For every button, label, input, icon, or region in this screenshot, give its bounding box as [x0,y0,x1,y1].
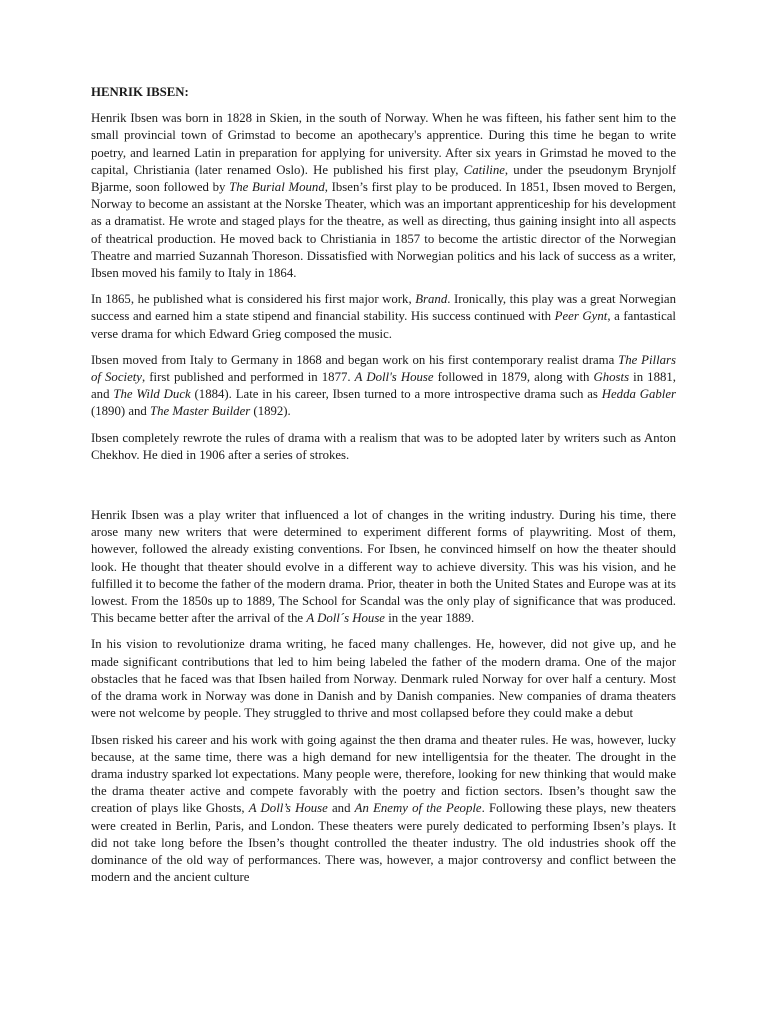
text-run: in 1881, and [91,370,676,402]
text-run: Ibsen moved from Italy to Germany in 1868 and began work on his first contemporary realist drama [91,352,619,367]
text-run: Ibsen risked his career and his work with going against the then drama and theater rules. He was, however, lucky because, at the same time, there was a high demand for new intelligentsia for the theater. The drought in the drama industry sparked lot expectations. Many people were, therefore, looking for new thinking that would make the drama theater active and compete favorably with the poetry and fiction sectors. Ibsen’s thought saw the creation of plays like Ghosts, [91,732,676,816]
play-title-peer-gynt: Peer Gynt [554,309,608,324]
text-run: , a fantastical verse drama for which Edward Grieg composed the music. [91,309,676,341]
play-title-dolls-house: A Doll´s House [306,611,385,626]
text-run: Henrik Ibsen was born in 1828 in Skien, in the south of Norway. When he was fifteen, his father sent him to the small provincial town of Grimstad to become an apothecary's apprentice. During this time he began to write poetry, and learned Latin in preparation for applying for university. After six years in Grimstad he moved to the capital, Christiania (later renamed Oslo). He published his first play, [91,111,676,177]
play-title-hedda-gabler: Hedda Gabler [601,387,676,402]
paragraph-realist-dramas [91,352,676,421]
play-title-wild-duck: The Wild Duck [113,387,191,402]
text-run: (1884). Late in his career, Ibsen turned to a more introspective drama such as [190,387,602,402]
text-run: (1890) and [91,404,150,419]
play-title-master-builder: The Master Builder [150,404,251,419]
play-title-enemy-of-the-people: An Enemy of the People [354,801,482,816]
paragraph-risks [91,732,676,887]
paragraph-brand [91,291,676,343]
play-title-dolls-house: A Doll’s House [248,801,328,816]
text-run: (1892). [250,404,291,419]
text-run: , under the pseudonym Brynjolf Bjarme, soon followed by [91,162,677,195]
play-title-burial-mound: The Burial Mound [229,180,325,195]
play-title-ghosts: Ghosts [593,370,630,385]
play-title-brand: Brand [415,292,448,307]
document-page [91,84,676,895]
text-run: and [327,801,355,816]
text-run: . Ironically, this play was a great Norwegian success and earned him a state stipend and financial stability. His success continued with [91,292,676,324]
section-gap [91,473,676,507]
paragraph-challenges: In his vision to revolutionize drama writing, he faced many challenges. He, however, did not give up, and he made significant contributions that led to him being labeled the father of the modern drama. One of the major obstacles that he faced was that Ibsen hailed from Norway. Denmark ruled Norway for over half a century. Most of the drama work in Norway was done in Danish and by Danish companies. New companies of drama theaters were not welcome by people. They struggled to thrive and most collapsed before they could make a debut [91,637,676,721]
text-run: Henrik Ibsen was a play writer that influenced a lot of changes in the writing industry. During his time, there arose many new writers that were determined to experiment different forms of playwriting. Most of them, however, followed the already existing conventions. For Ibsen, he convinced himself on how the theater should look. He thought that theater should evolve in a different way to achieve diversity. This was his vision, and he fulfilled it to become the father of the modern drama. Prior, theater in both the United States and Europe was at its lowest. From the 1850s up to 1889, The School for Scandal was the only play of significance that was produced. This became better after the arrival of the [91,508,676,626]
text-run: . Following these plays, new theaters were created in Berlin, Paris, and London. These theaters were purely dedicated to performing Ibsen’s plays. It did not take long before the Ibsen’s thought controlled the theater industry. The old industries shook off the dominance of the old way of performances. There was, however, a major controversy and conflict between the modern and the ancient culture [91,801,676,885]
play-title-catiline: Catiline [463,162,505,177]
text-run: followed in 1879, along with [433,370,594,385]
paragraph-biography [91,110,676,282]
paragraph-influence [91,507,676,627]
text-run: In 1865, he published what is considered his first major work, [91,292,416,307]
play-title-dolls-house: A Doll's House [354,370,434,385]
text-run: , first published and performed in 1877. [141,370,355,385]
text-run: in the year 1889. [385,611,475,626]
play-title-pillars: The Pillars of Society [91,352,676,385]
document-title: HENRIK IBSEN: [91,85,189,99]
paragraph-legacy: Ibsen completely rewrote the rules of drama with a realism that was to be adopted later by writers such as Anton Chekhov. He died in 1906 after a series of strokes. [91,430,676,462]
text-run: , Ibsen’s first play to be produced. In 1851, Ibsen moved to Bergen, Norway to become an assistant at the Norske Theater, which was an important apprenticeship for his development as a dramatist. He wrote and staged plays for the theatre, as well as directing, thus gaining insight into all aspects of theatrical production. He moved back to Christiania in 1857 to become the artistic director of the Norwegian Theatre and married Suzannah Thoreson. Dissatisfied with Norwegian politics and his lack of success as a writer, Ibsen moved his family to Italy in 1864. [91,180,676,281]
